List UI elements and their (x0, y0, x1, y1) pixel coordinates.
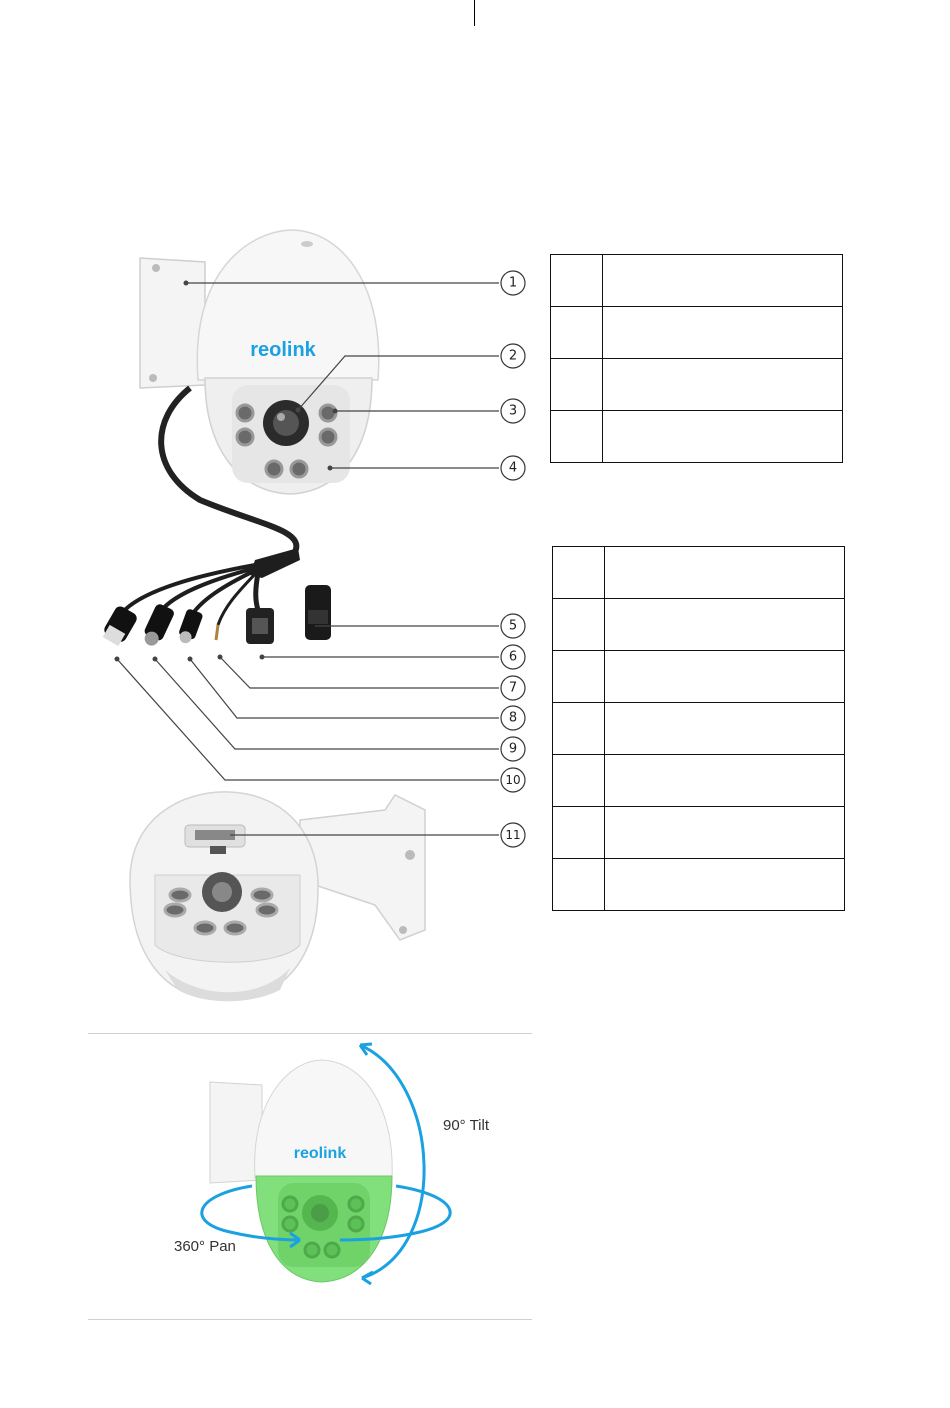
camera-top-view (140, 230, 379, 552)
brand-logo-small: reolink (293, 1145, 347, 1162)
pan-label: 360° Pan (174, 1238, 236, 1255)
callout-11: 11 (505, 828, 521, 842)
table-row (553, 755, 845, 807)
callout-6: 6 (508, 649, 518, 665)
table-row (551, 255, 843, 307)
table-row (553, 651, 845, 703)
cable-connectors (100, 548, 331, 649)
callout-markers (501, 271, 525, 847)
tilt-label: 90° Tilt (443, 1117, 490, 1134)
callout-5: 5 (508, 618, 518, 634)
parts-table-bottom (552, 546, 845, 911)
callout-7: 7 (508, 680, 518, 696)
table-row (553, 807, 845, 859)
table-row (553, 859, 845, 911)
callout-1: 1 (508, 275, 518, 291)
callout-3: 3 (508, 403, 518, 419)
table-row (551, 307, 843, 359)
table-row (553, 703, 845, 755)
callout-2: 2 (508, 348, 518, 364)
callout-9: 9 (508, 741, 518, 757)
parts-table-top (550, 254, 843, 463)
pan-tilt-frame (88, 1033, 532, 1320)
callout-10: 10 (505, 773, 521, 787)
callout-4: 4 (508, 460, 518, 476)
table-row (551, 411, 843, 463)
table-row (551, 359, 843, 411)
camera-underside-view (130, 792, 425, 1001)
brand-logo: reolink (250, 339, 316, 361)
table-row (553, 599, 845, 651)
table-row (553, 547, 845, 599)
callout-8: 8 (508, 710, 518, 726)
